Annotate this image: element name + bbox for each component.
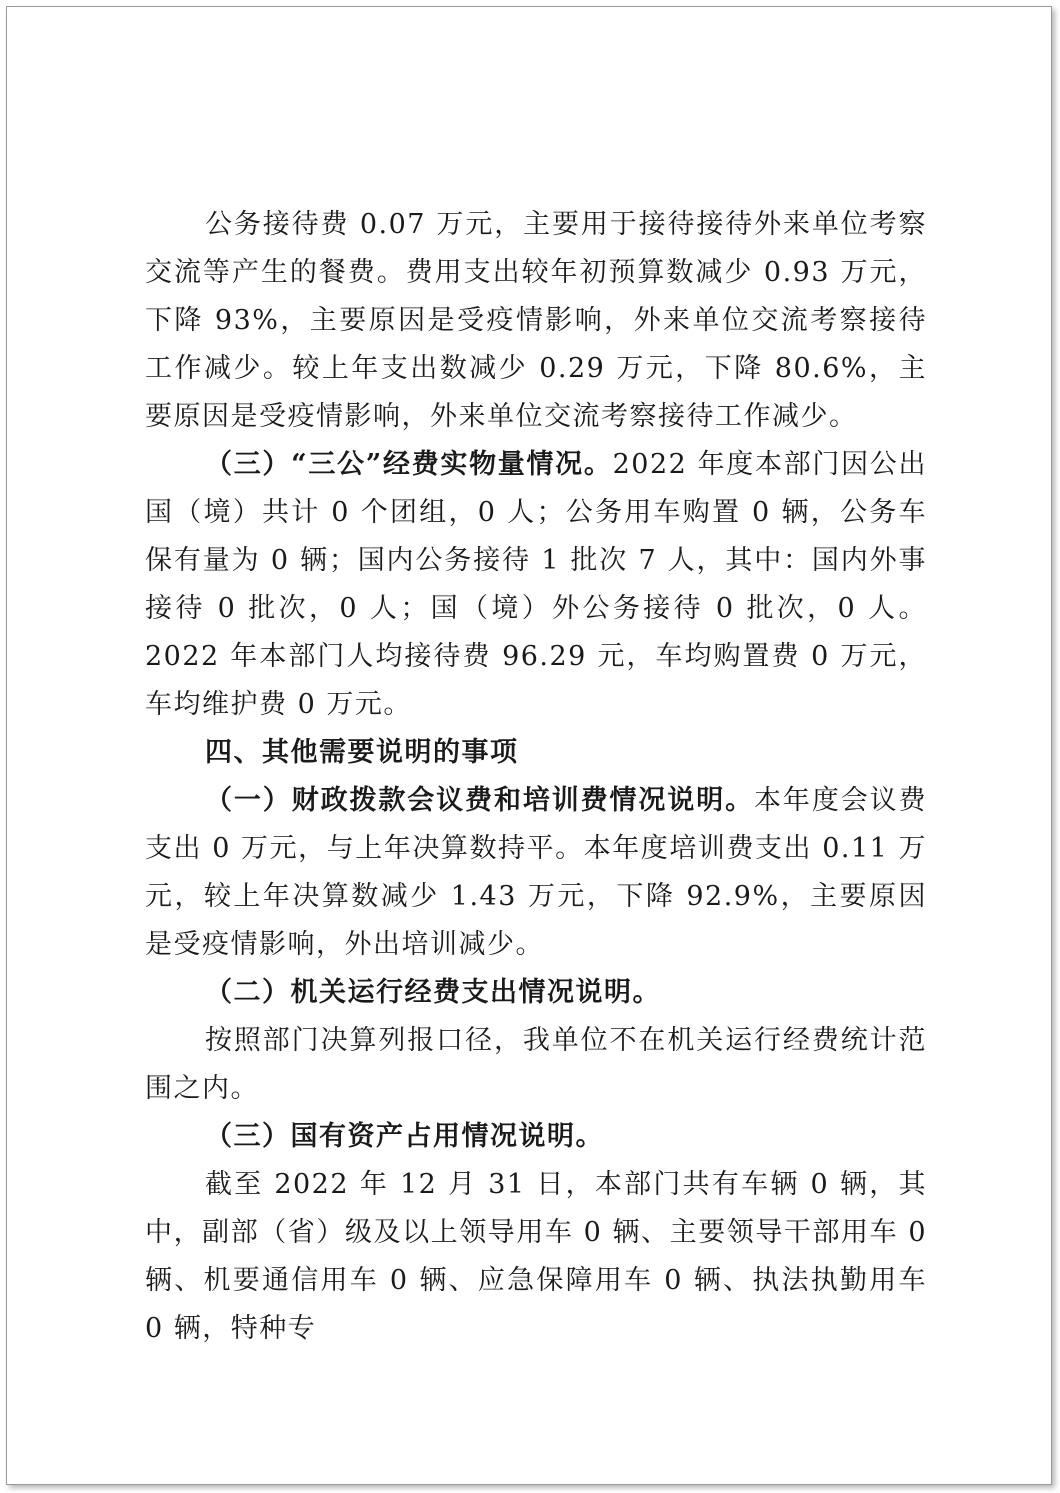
document-body — [145, 201, 927, 1353]
meeting-training-lead-text: （一）财政拨款会议费和培训费情况说明。 — [205, 785, 755, 816]
state-assets-heading: （三）国有资产占用情况说明。 — [205, 1121, 604, 1152]
paragraph-state-assets: 截至 2022 年 12 月 31 日，本部门共有车辆 0 辆，其中，副部（省）级及以上领导用车 0 辆、主要领导干部用车 0 辆、机要通信用车 0 辆、应急保障用车 0 辆、执法执勤用车 0 辆，特种专 — [145, 1169, 927, 1344]
paragraph-reception-fee — [145, 201, 927, 441]
paragraph-three-public-quantities — [145, 441, 927, 729]
operating-cost-heading: （二）机关运行经费支出情况说明。 — [205, 977, 661, 1008]
paragraph-meeting-training — [145, 777, 927, 969]
three-public-lead-text: （三）“三公”经费实物量情况。 — [205, 449, 613, 480]
meeting-training-body-text: 本年度会议费支出 0 万元，与上年决算数持平。本年度培训费支出 0.11 万元，较上年决算数减少 1.43 万元，下降 92.9%，主要原因是受疫情影响，外出培训减少。 — [145, 785, 928, 960]
document-page — [6, 6, 1052, 1485]
paragraph-operating-cost: 按照部门决算列报口径，我单位不在机关运行经费统计范围之内。 — [145, 1025, 927, 1104]
reception-fee-text: 公务接待费 0.07 万元，主要用于接待接待外来单位考察交流等产生的餐费。费用支出较年初预算数减少 0.93 万元，下降 93%，主要原因是受疫情影响，外来单位交流考察接待工作减少。较上年支出数减少 0.29 万元，下降 80.6%，主要原因是受疫情影响，外来单位交流考察接待工作减少。 — [145, 209, 927, 432]
section-four-heading: 四、其他需要说明的事项 — [205, 737, 519, 768]
three-public-body-text: 2022 年度本部门因公出国（境）共计 0 个团组，0 人；公务用车购置 0 辆，公务车保有量为 0 辆；国内公务接待 1 批次 7 人，其中：国内外事接待 0 批次，0 人；国（境）外公务接待 0 批次，0 人。2022 年本部门人均接待费 96.29 元，车均购置费 0 万元，车均维护费 0 万元。 — [145, 449, 928, 720]
